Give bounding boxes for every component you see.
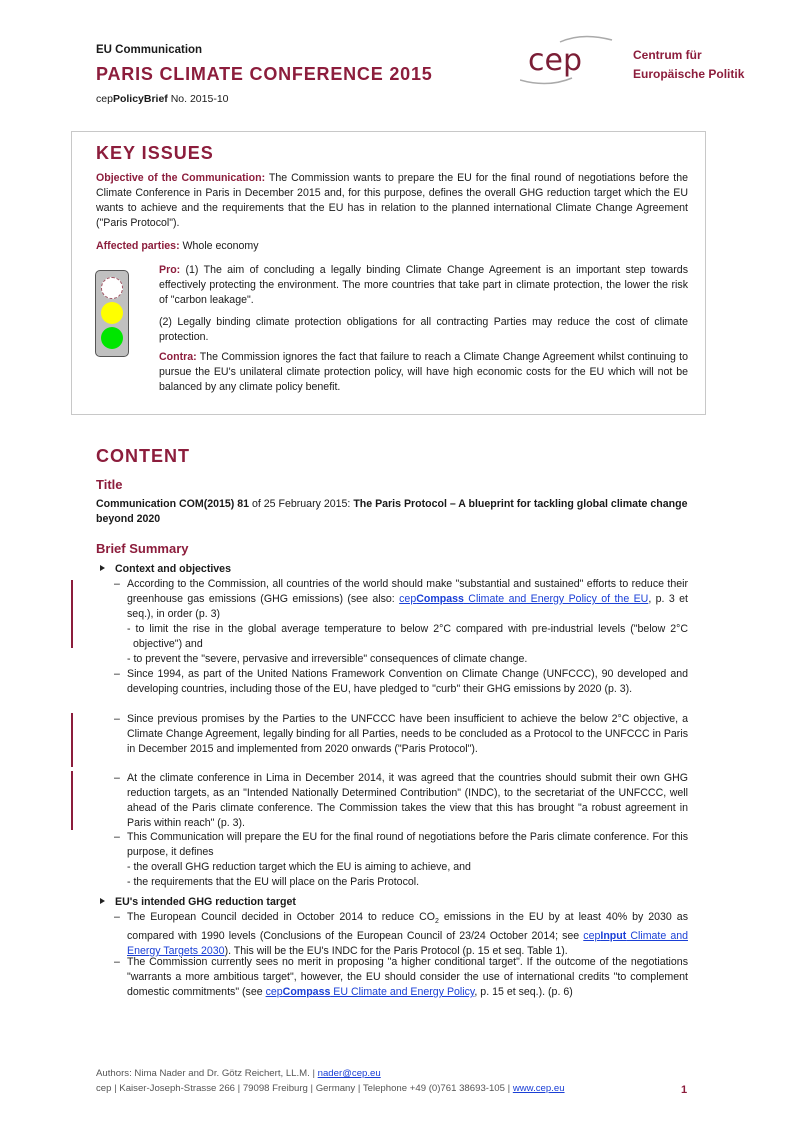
dash-bullet: – (114, 772, 120, 784)
cep-compass-eu-climate-policy-link[interactable]: cepCompass EU Climate and Energy Policy (265, 986, 475, 998)
traffic-light-icon (95, 270, 129, 357)
traffic-light-top-lamp (101, 277, 123, 299)
dash-bullet: – (114, 956, 120, 968)
traffic-light-yellow-lamp (101, 302, 123, 324)
list-item: – The European Council decided in October 2014 to reduce $CO_2$ emissions in the EU by at least 40% by 2030 as compared with 1990 levels (Conclusions of the European Council of 23/24 October 2014; see cepInput Climate and Energy Targets 2030). This will be the EU's INDC for the Paris Protocol (p. 15 et seq. Table 1). (114, 911, 688, 958)
cep-input-climate-targets-link[interactable]: cepInput Climate and Energy Targets 2030 (127, 930, 688, 958)
title-heading: Title (96, 477, 123, 492)
brief-summary-heading: Brief Summary (96, 541, 189, 556)
objective-label: Objective of the Communication: (96, 172, 266, 184)
affected-parties (96, 239, 688, 254)
page-number: 1 (681, 1084, 688, 1096)
policy-brief-number (96, 93, 229, 105)
brief-bold: PolicyBrief (112, 93, 168, 105)
footer-address: cep | Kaiser-Joseph-Strasse 266 | 79098 Freiburg | Germany | Telephone +49 (0)761 38693-105 | www.cep.eu (96, 1083, 565, 1094)
key-issues-heading: KEY ISSUES (96, 143, 214, 163)
objective-paragraph (96, 171, 688, 231)
document-type: EU Communication (96, 44, 203, 56)
triangle-bullet-icon (100, 565, 105, 571)
list-item: – According to the Commission, all countries of the world should make "substantial and sustained" efforts to reduce their greenhouse gas emissions (GHG emissions) (see also: cepCompass Climate and Energy Policy of the EU, p. 3 et seq.), in order (p. 3) - to limit the rise in the global average temperature to below 2°C compared with pre-industrial levels ("below 2°C objective") and - to prevent the "severe, pervasive and irreversible" consequences of climate change. (114, 578, 688, 665)
traffic-light-green-lamp (101, 327, 123, 349)
change-bar (71, 580, 73, 648)
contra-label: Contra: (159, 351, 197, 363)
dash-bullet: – (114, 911, 120, 923)
list-item: – This Communication will prepare the EU for the final round of negotiations before the Paris climate conference. For this purpose, it defines - the overall GHG reduction target which the EU is aiming to achieve, and - the requirements that the EU will place on the Paris Protocol. (114, 831, 688, 888)
list-item: – The Commission currently sees no merit in proposing "a higher conditional target". If the outcome of the negotiations "warrants a more ambitious target", however, the EU should consider the use of international credits "to complement domestic commitments" (see cepCompass EU Climate and Energy Policy, p. 15 et seq.). (p. 6) (114, 956, 688, 998)
communication-title (96, 497, 688, 527)
page-title: PARIS CLIMATE CONFERENCE 2015 (96, 64, 433, 84)
brief-prefix: cep (96, 93, 113, 105)
content-heading: CONTENT (96, 446, 190, 466)
title-name: The Paris Protocol – A blueprint for tackling global climate change beyond 2020 (96, 498, 688, 525)
org-line-2: Europäische Politik (633, 67, 745, 81)
sub-item: - the overall GHG reduction target which the EU is aiming to achieve, and (127, 861, 471, 873)
pro-paragraph-1 (159, 263, 688, 308)
objective-text: The Commission wants to prepare the EU for the final round of negotiations before the Climate Conference in Paris in December 2015 and, for this purpose, defines the overall GHG reduction target which the EU wants to achieve and the requirements that the EU has in relation to the planned international Climate Change Agreement ("Paris Protocol"). (96, 172, 689, 229)
organisation-name (633, 46, 744, 84)
affected-text: Whole economy (179, 240, 259, 252)
org-line-1: Centrum für (633, 48, 702, 62)
triangle-bullet-icon (100, 898, 105, 904)
dash-bullet: – (114, 578, 120, 590)
cep-compass-climate-energy-link[interactable]: cepCompass Climate and Energy Policy of the EU (399, 593, 649, 605)
dash-bullet: – (114, 713, 120, 725)
sub-item: - the requirements that the EU will place on the Paris Protocol. (127, 876, 420, 888)
footer-authors: Authors: Nima Nader and Dr. Götz Reichert, LL.M. | nader@cep.eu (96, 1068, 381, 1079)
pro-1-text: (1) The aim of concluding a legally binding Climate Change Agreement is an important step towards effectively protecting the environment. The more countries that take part in climate protection, the lower the risk of "carbon leakage". (159, 264, 688, 306)
list-item: – Since previous promises by the Parties to the UNFCCC have been insufficient to achieve the below 2°C objective, a Climate Change Agreement, legally binding for all Parties, needs to be concluded as a Protocol to the UNFCCC in Paris in December 2015 and implemented from 2020 onwards ("Paris Protocol"). (114, 713, 688, 755)
section-heading: EU's intended GHG reduction target (115, 896, 296, 908)
affected-label: Affected parties: (96, 240, 180, 252)
title-com-ref: Communication COM(2015) 81 (96, 498, 250, 510)
title-date: of 25 February 2015: (249, 498, 354, 510)
change-bar (71, 771, 73, 830)
dash-bullet: – (114, 831, 120, 843)
section-context-objectives (100, 563, 231, 575)
section-ghg-target (100, 896, 296, 908)
sub-item: - to prevent the "severe, pervasive and irreversible" consequences of climate change. (127, 653, 528, 665)
list-item: – At the climate conference in Lima in December 2014, it was agreed that the countries should submit their own GHG reduction targets, as an "Intended Nationally Determined Contribution" (INDC), to the secretariat of the UNFCCC, well ahead of the Paris climate conference. The Commission takes the view that this has brought "a robust agreement in Paris within reach" (p. 3). (114, 772, 688, 829)
contra-paragraph (159, 350, 688, 395)
sub-item: - to limit the rise in the global average temperature to below 2°C compared with pre-industrial levels ("below 2°C objective") and (127, 623, 688, 650)
dash-bullet: – (114, 668, 120, 680)
website-link[interactable]: www.cep.eu (512, 1083, 565, 1094)
contra-text: The Commission ignores the fact that failure to reach a Climate Change Agreement whilst continuing to pursue the EU's unilateral climate protection policy, will have high economic costs for the EU which will not be balanced by any climate policy benefit. (159, 351, 688, 393)
brief-no: No. 2015-10 (167, 93, 229, 105)
section-heading: Context and objectives (115, 563, 231, 575)
change-bar (71, 713, 73, 767)
cep-logo-text: cep (528, 43, 582, 78)
pro-label: Pro: (159, 264, 181, 276)
list-item: – Since 1994, as part of the United Nations Framework Convention on Climate Change (UNFCCC), 90 developed and developing countries, including those of the EU, have pledged to "curb" their GHG emissions by 2020 (p. 3). (114, 668, 688, 695)
pro-paragraph-2: (2) Legally binding climate protection obligations for all contracting Parties may reduce the cost of climate protection. (159, 316, 688, 343)
author-email-link[interactable]: nader@cep.eu (317, 1068, 381, 1079)
